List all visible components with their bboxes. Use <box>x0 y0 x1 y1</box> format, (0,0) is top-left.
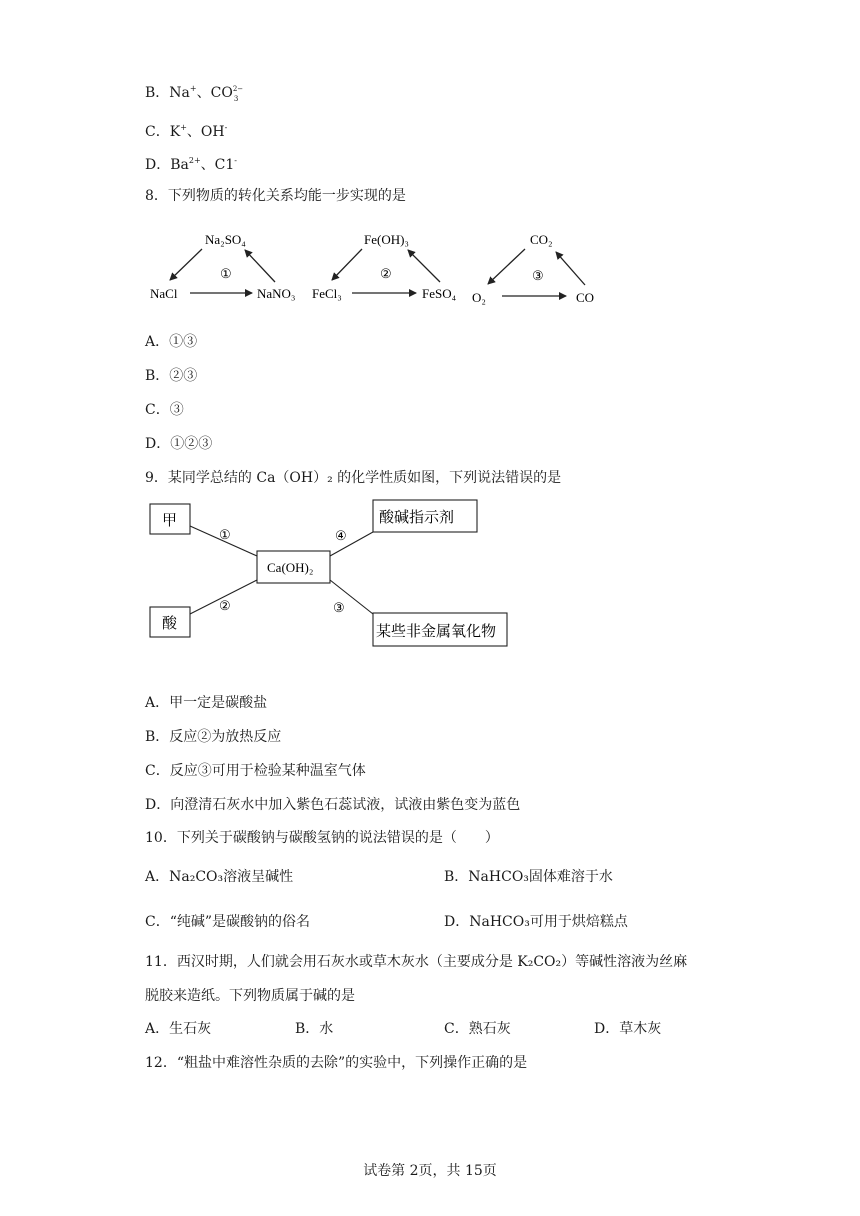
option-letter: D． <box>444 914 470 930</box>
charge: 2− <box>232 85 244 93</box>
q12-stem: 12．“粗盐中难溶性杂质的去除”的实验中，下列操作正确的是 <box>145 1055 528 1071</box>
ion-k: K <box>169 124 181 140</box>
q8-option-a: A．①③ <box>145 334 198 350</box>
formula: Na₂CO₃ <box>169 869 224 885</box>
t3-left: O₂ <box>472 290 486 305</box>
ion-ba: Ba <box>170 157 189 173</box>
q11-option-b: B．水 <box>295 1021 334 1037</box>
charge: 2+ <box>188 156 201 165</box>
t1-left: NaCl <box>150 286 178 301</box>
option-letter: C． <box>145 124 170 140</box>
formula: NaHCO₃ <box>469 914 530 930</box>
t2-number: ② <box>380 266 392 281</box>
q9-option-b: B．反应②为放热反应 <box>145 729 282 745</box>
page-footer: 试卷第 2页，共 15页 <box>363 1163 497 1179</box>
option-letter: A． <box>145 869 170 885</box>
charge: - <box>224 123 228 132</box>
label-4: ④ <box>335 528 347 543</box>
label-2: ② <box>219 598 231 613</box>
ion-na: Na <box>169 85 190 101</box>
box-nonmetal-oxide: 某些非金属氧化物 <box>376 624 497 640</box>
q10-option-d <box>444 913 628 931</box>
ion-cl: C1 <box>214 157 235 173</box>
q8-stem: 8．下列物质的转化关系均能一步实现的是 <box>145 188 406 204</box>
q11-option-d: D．草木灰 <box>594 1021 662 1037</box>
q9-stem: 9．某同学总结的 Ca（OH）₂ 的化学性质如图，下列说法错误的是 <box>145 470 562 486</box>
formula: NaHCO₃ <box>468 869 529 885</box>
q9-caoh2-diagram <box>145 496 525 656</box>
t2-right: FeSO₄ <box>422 286 457 301</box>
q10-option-a <box>145 868 293 886</box>
box-caoh2: Ca(OH)₂ <box>267 560 314 575</box>
q10-option-b <box>444 868 613 886</box>
t1-number: ① <box>220 266 232 281</box>
q8-option-d: D．①②③ <box>145 436 213 452</box>
label-3: ③ <box>333 600 345 615</box>
q8-option-b: B．②③ <box>145 368 198 384</box>
box-acid: 酸 <box>162 616 178 632</box>
charge: + <box>189 84 197 93</box>
subscript: 3 <box>233 95 239 103</box>
t3-number: ③ <box>532 268 544 283</box>
option-letter: D． <box>145 157 171 173</box>
option-text: 固体难溶于水 <box>528 869 613 885</box>
q9-option-d: D．向澄清石灰水中加入紫色石蕊试液，试液由紫色变为蓝色 <box>145 797 521 813</box>
option-letter: B． <box>145 85 170 101</box>
t3-top: CO₂ <box>530 232 553 247</box>
box-indicator: 酸碱指示剂 <box>379 510 455 526</box>
triangle-1 <box>150 232 295 301</box>
q7-option-d <box>145 152 237 174</box>
t1-top: Na₂SO₄ <box>205 232 246 247</box>
q7-option-b <box>145 80 244 103</box>
box-jia: 甲 <box>162 513 178 529</box>
option-text: 溶液呈碱性 <box>223 869 294 885</box>
option-text: 可用于烘焙糕点 <box>529 914 628 930</box>
charge: - <box>234 156 237 165</box>
charge: + <box>180 123 187 132</box>
charge-subscript <box>232 85 244 103</box>
triangle-3 <box>472 232 594 305</box>
q11-stem-line2: 脱胶来造纸。下列物质属于碱的是 <box>145 988 355 1004</box>
separator: 、 <box>200 157 215 173</box>
t2-left: FeCl₃ <box>312 286 342 301</box>
q8-conversion-diagram <box>140 222 610 312</box>
separator: 、 <box>196 85 211 101</box>
q9-option-c: C．反应③可用于检验某种温室气体 <box>145 763 366 779</box>
q8-option-c: C．③ <box>145 402 184 418</box>
q10-stem: 10．下列关于碳酸钠与碳酸氢钠的说法错误的是（ ） <box>145 830 499 846</box>
t3-right: CO <box>576 290 595 305</box>
separator: 、 <box>186 124 201 140</box>
ion-oh: OH <box>200 124 225 140</box>
q10-option-c: C．“纯碱”是碳酸钠的俗名 <box>145 914 311 930</box>
triangle-2 <box>312 232 457 301</box>
option-letter: B． <box>444 869 469 885</box>
q11-option-a: A．生石灰 <box>145 1021 212 1037</box>
ion-co3: CO <box>210 85 233 101</box>
label-1: ① <box>219 527 231 542</box>
t1-right: NaNO₃ <box>257 286 296 301</box>
q11-stem-line1: 11．西汉时期，人们就会用石灰水或草木灰水（主要成分是 K₂CO₂）等碱性溶液为丝麻 <box>145 954 688 970</box>
q9-option-a: A．甲一定是碳酸盐 <box>145 695 268 711</box>
t2-top: Fe(OH)₃ <box>364 232 409 247</box>
q11-option-c: C．熟石灰 <box>444 1021 511 1037</box>
q7-option-c <box>145 119 227 141</box>
